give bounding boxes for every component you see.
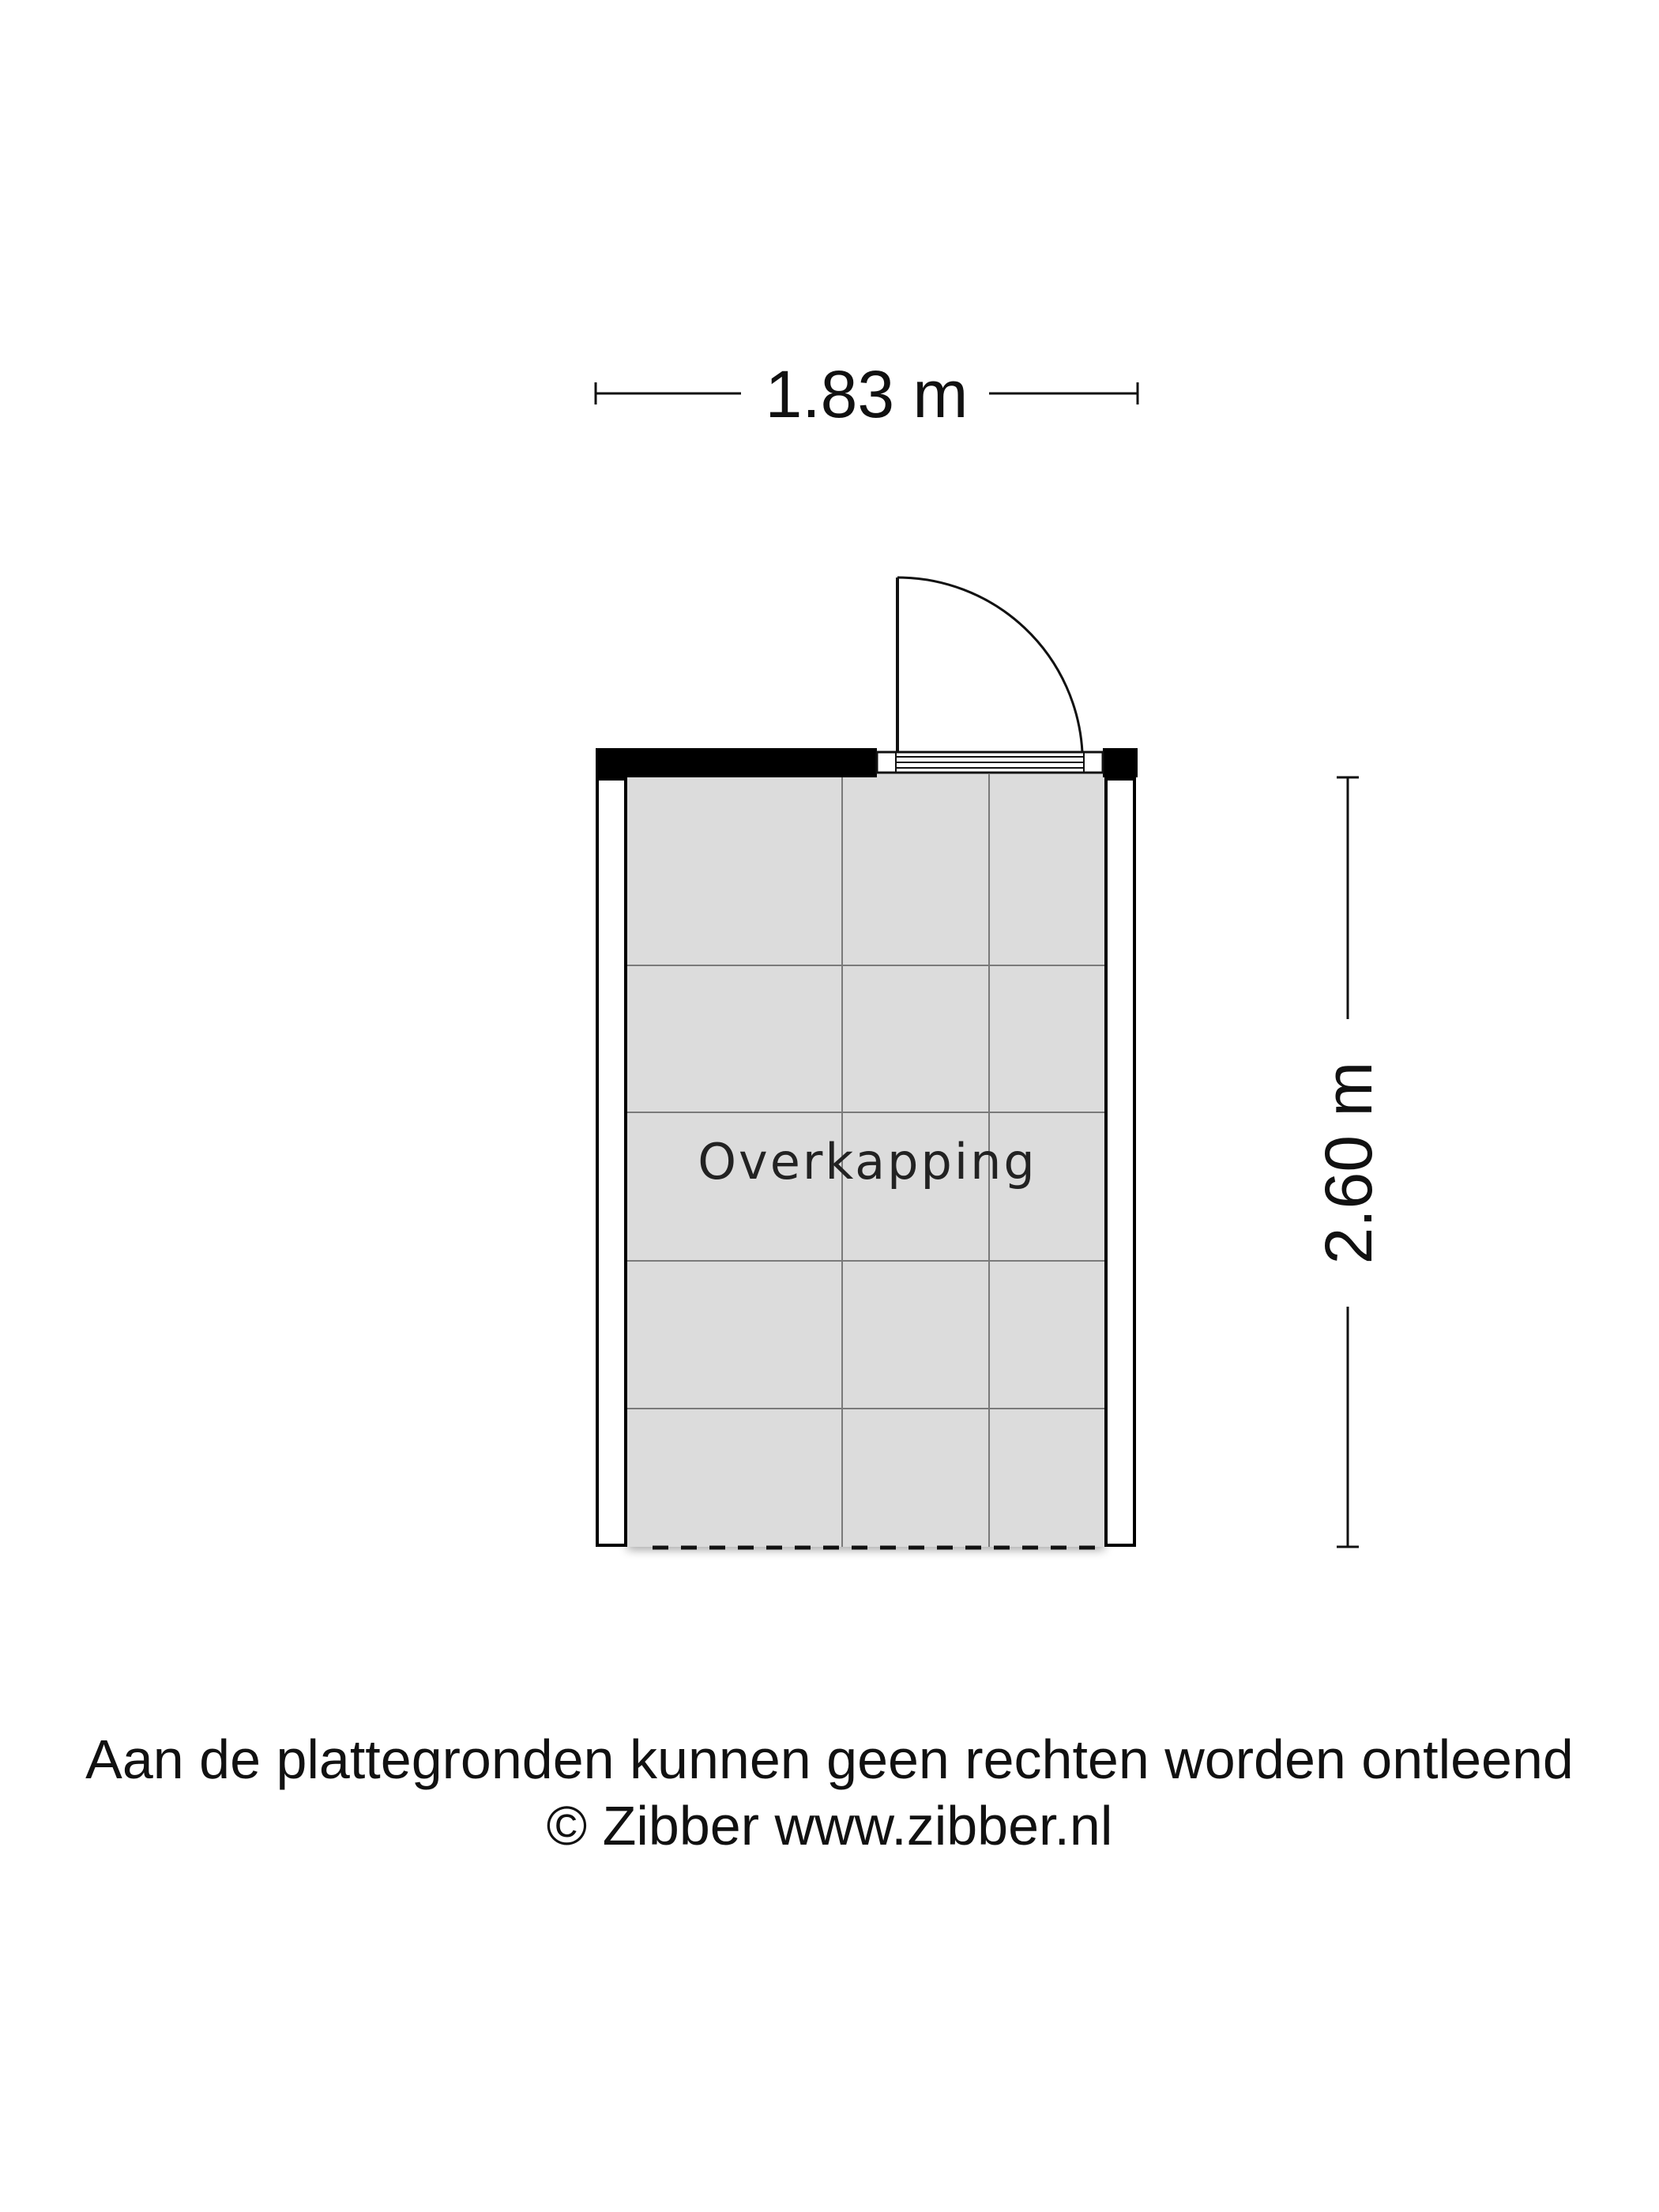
top-wall-left [596,748,877,777]
door-leaf [896,577,899,752]
width-dimension [596,357,1138,431]
top-wall-right [1103,748,1138,777]
width-dimension-label: 1.83 m [765,357,969,431]
door-swing-arc [897,577,1082,752]
door-threshold [877,752,1103,773]
copyright-text: © Zibber www.zibber.nl [546,1795,1113,1856]
depth-dimension-label: 2.60 m [1311,1061,1386,1265]
disclaimer-text: Aan de plattegronden kunnen geen rechten worden ontleend [85,1729,1574,1790]
left-wall [597,779,626,1545]
room-label: Overkapping [698,1133,1037,1191]
depth-dimension [1311,777,1386,1547]
right-wall [1106,779,1134,1545]
door [896,577,1082,752]
